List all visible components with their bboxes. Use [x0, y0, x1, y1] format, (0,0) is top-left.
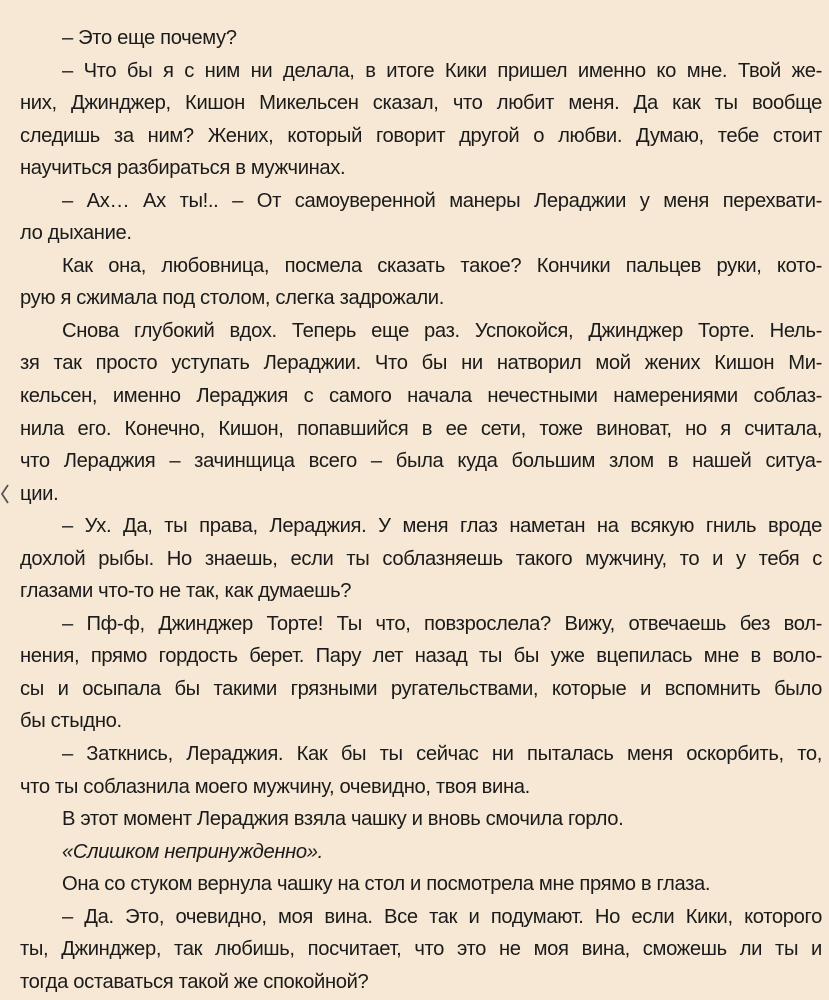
text-line: них, Джинджер, Кишон Микельсен сказал, что любит меня. Да как ты вообще — [20, 92, 822, 115]
text-line: – Ах… Ах ты!.. – От самоуверенной манеры Лераджии у меня перехвати- — [62, 189, 822, 212]
chevron-left-icon[interactable] — [0, 482, 10, 506]
text-line: научиться разбираться в мужчинах. — [20, 157, 346, 180]
text-line: рую я сжимала под столом, слегка задрожали. — [20, 287, 444, 310]
text-line: следишь за ним? Жених, который говорит другой о любви. Думаю, тебе стоит — [20, 124, 822, 147]
text-line: что Лераджия – зачинщица всего – была куда большим злом в нашей ситуа- — [20, 450, 822, 473]
text-line: тогда оставаться такой же спокойной? — [20, 970, 369, 993]
text-line: зя так просто уступать Лераджии. Что бы ни натворил мой жених Кишон Ми- — [20, 352, 822, 375]
text-line: «Слишком непринужденно». — [62, 840, 323, 863]
text-line: Как она, любовница, посмела сказать такое? Кончики пальцев руки, кото- — [62, 254, 822, 277]
text-line: В этот момент Лераджия взяла чашку и вновь смочила горло. — [62, 808, 624, 831]
text-line: ты, Джинджер, так любишь, посчитает, что это не моя вина, сможешь ли ты и — [20, 938, 822, 961]
text-line: бы стыдно. — [20, 710, 122, 733]
text-line: – Да. Это, очевидно, моя вина. Все так и подумают. Но если Кики, которого — [62, 905, 822, 928]
text-line: Снова глубокий вдох. Теперь еще раз. Успокойся, Джинджер Торте. Нель- — [62, 319, 822, 342]
text-line: ции. — [20, 482, 59, 505]
text-line: ло дыхание. — [20, 222, 132, 245]
text-line: сы и осыпала бы такими грязными ругательствами, которые и вспомнить было — [20, 677, 822, 700]
text-line: – Заткнись, Лераджия. Как бы ты сейчас ни пыталась меня оскорбить, то, — [62, 743, 822, 766]
text-line: что ты соблазнила моего мужчину, очевидно, твоя вина. — [20, 775, 530, 798]
text-line: дохлой рыбы. Но знаешь, если ты соблазняешь такого мужчину, то и у тебя с — [20, 547, 822, 570]
text-line: – Это еще почему? — [62, 27, 237, 49]
text-line: глазами что-то не так, как думаешь? — [20, 580, 352, 603]
text-line: нения, прямо гордость берет. Пару лет назад ты бы уже вцепилась мне в воло- — [20, 645, 822, 668]
document-page — [20, 22, 822, 998]
text-line: – Пф-ф, Джинджер Торте! Ты что, повзрослела? Вижу, отвечаешь без вол- — [62, 612, 822, 635]
text-line: Она со стуком вернула чашку на стол и посмотрела мне прямо в глаза. — [62, 873, 711, 896]
text-line: – Что бы я с ним ни делала, в итоге Кики пришел именно ко мне. Твой же- — [62, 59, 822, 82]
text-line: кельсен, именно Лераджия с самого начала нечестными намерениями соблаз- — [20, 385, 822, 408]
text-line: нила его. Конечно, Кишон, попавшийся в ее сети, тоже виноват, но я считала, — [20, 417, 822, 440]
text-line: – Ух. Да, ты права, Лераджия. У меня глаз наметан на всякую гниль вроде — [62, 515, 822, 538]
